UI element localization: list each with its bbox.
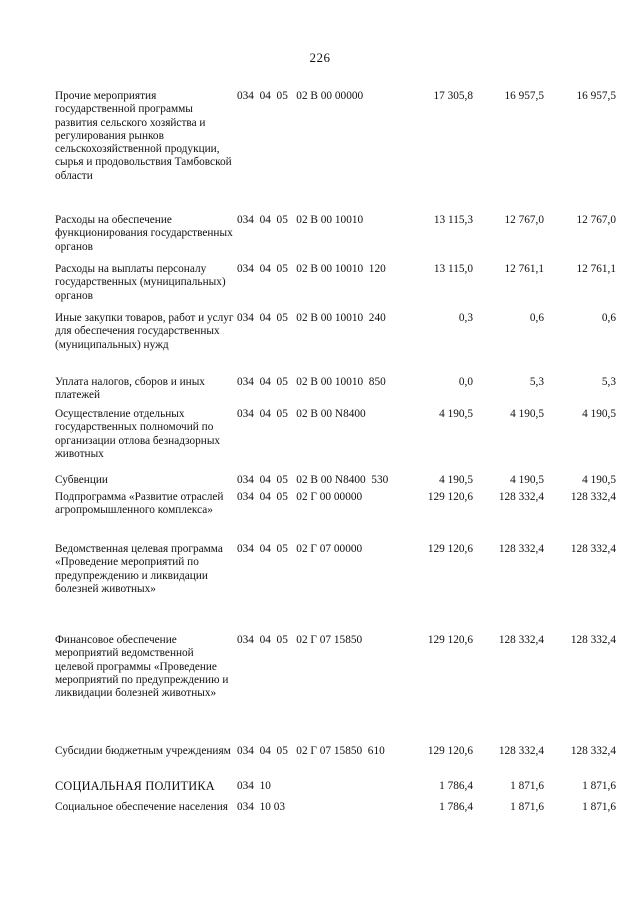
row-value-2: 128 332,4 <box>498 491 544 503</box>
row-value-1: 129 120,6 <box>427 543 473 555</box>
row-name: Расходы на выплаты персоналу государственных (муниципальных) органов <box>55 263 226 302</box>
row-value-2: 0,6 <box>529 312 544 324</box>
row-code: 034 04 05 02 В 00 10010 120 <box>237 263 386 275</box>
row-code: 034 04 05 02 В 00 10010 <box>237 214 364 226</box>
row-value-1: 0,0 <box>458 376 473 388</box>
row-code: 034 04 05 02 В 00 N8400 530 <box>237 474 389 486</box>
row-name: Финансовое обеспечение мероприятий ведомственной целевой программы «Проведение мероприятий по предупреждению и ликвидации болезней животных» <box>55 634 229 700</box>
row-value-3: 128 332,4 <box>570 543 616 555</box>
row-name: Расходы на обеспечение функционирования государственных органов <box>55 214 233 253</box>
row-value-2: 128 332,4 <box>498 543 544 555</box>
row-name: Социальное обеспечение населения <box>55 801 228 813</box>
row-name: Осуществление отдельных государственных полномочий по организации отлова безнадзорных животных <box>55 408 221 460</box>
row-code: 034 04 05 02 Г 07 15850 <box>237 634 363 646</box>
row-value-2: 16 957,5 <box>504 90 544 102</box>
row-value-3: 0,6 <box>601 312 616 324</box>
row-value-1: 13 115,0 <box>433 263 473 275</box>
row-code: 034 04 05 02 Г 07 00000 <box>237 543 363 555</box>
row-value-1: 1 786,4 <box>439 801 473 813</box>
row-name: Субсидии бюджетным учреждениям <box>55 745 231 757</box>
row-value-1: 17 305,8 <box>433 90 473 102</box>
row-value-2: 128 332,4 <box>498 634 544 646</box>
row-value-1: 4 190,5 <box>439 474 473 486</box>
row-value-3: 12 761,1 <box>576 263 616 275</box>
row-code: 034 04 05 02 В 00 10010 850 <box>237 376 386 388</box>
row-name: Уплата налогов, сборов и иных платежей <box>55 376 205 402</box>
page-number: 226 <box>309 50 331 65</box>
row-value-2: 1 871,6 <box>510 801 544 813</box>
row-value-1: 129 120,6 <box>427 491 473 503</box>
row-value-3: 5,3 <box>601 376 616 388</box>
row-value-2: 12 767,0 <box>504 214 544 226</box>
row-code: 034 04 05 02 В 00 N8400 <box>237 408 366 420</box>
row-code: 034 04 05 02 Г 07 15850 610 <box>237 745 385 757</box>
row-name: Прочие мероприятия государственной программы развития сельского хозяйства и регулирования рынков сельскохозяйственной продукции, сырья и продовольствия Тамбовской области <box>55 90 232 182</box>
row-value-2: 12 761,1 <box>504 263 544 275</box>
row-code: 034 04 05 02 В 00 00000 <box>237 90 364 102</box>
section-heading: СОЦИАЛЬНАЯ ПОЛИТИКА <box>55 779 215 793</box>
row-value-3: 128 332,4 <box>570 634 616 646</box>
row-name: Субвенции <box>55 474 108 486</box>
row-value-2: 128 332,4 <box>498 745 544 757</box>
row-value-1: 1 786,4 <box>439 780 473 792</box>
row-value-1: 129 120,6 <box>427 745 473 757</box>
row-name: Иные закупки товаров, работ и услуг для обеспечения государственных (муниципальных) нужд <box>55 312 234 351</box>
row-value-2: 4 190,5 <box>510 408 544 420</box>
row-code: 034 10 <box>237 780 271 792</box>
row-value-2: 5,3 <box>529 376 544 388</box>
row-code: 034 10 03 <box>237 801 286 813</box>
row-value-2: 4 190,5 <box>510 474 544 486</box>
row-value-3: 4 190,5 <box>582 474 616 486</box>
row-value-3: 12 767,0 <box>576 214 616 226</box>
row-name: Подпрограмма «Развитие отраслей агропромышленного комплекса» <box>55 491 224 517</box>
row-value-1: 129 120,6 <box>427 634 473 646</box>
row-value-2: 1 871,6 <box>510 780 544 792</box>
row-value-3: 128 332,4 <box>570 745 616 757</box>
row-value-1: 0,3 <box>458 312 473 324</box>
row-value-3: 4 190,5 <box>582 408 616 420</box>
row-value-3: 1 871,6 <box>582 780 616 792</box>
row-name: Ведомственная целевая программа «Проведение мероприятий по предупреждению и ликвидации болезней животных» <box>55 543 223 595</box>
row-value-3: 16 957,5 <box>576 90 616 102</box>
row-code: 034 04 05 02 В 00 10010 240 <box>237 312 386 324</box>
row-value-3: 1 871,6 <box>582 801 616 813</box>
row-value-1: 13 115,3 <box>433 214 473 226</box>
row-code: 034 04 05 02 Г 00 00000 <box>237 491 363 503</box>
row-value-3: 128 332,4 <box>570 491 616 503</box>
row-value-1: 4 190,5 <box>439 408 473 420</box>
